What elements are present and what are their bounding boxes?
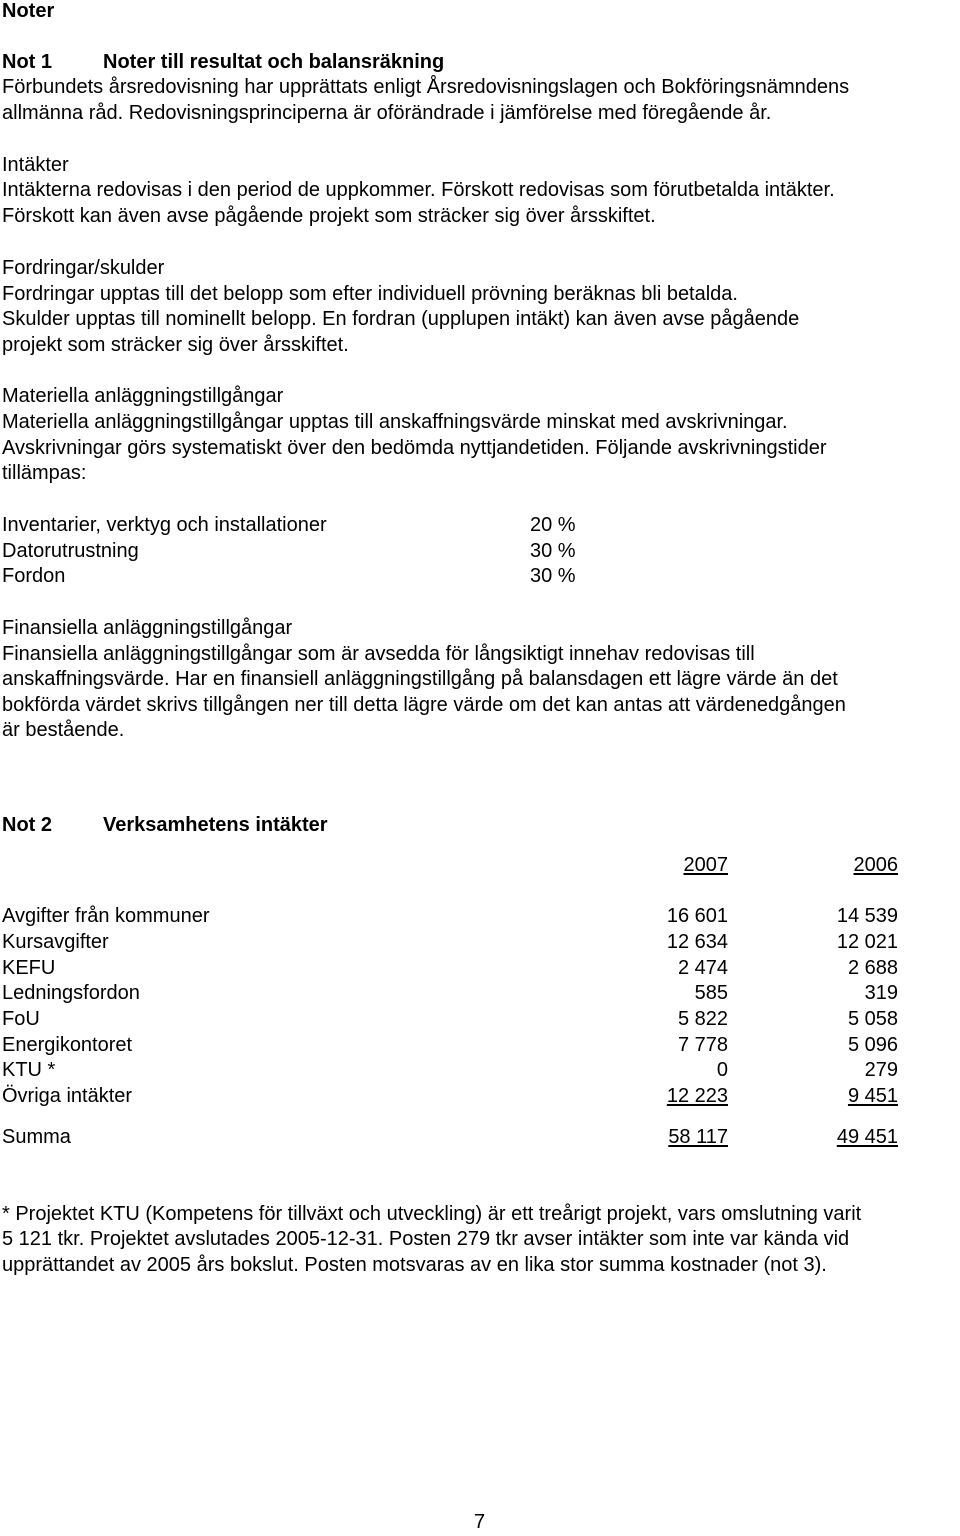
row-label: KEFU (2, 957, 56, 979)
cell-2007: 0 (716, 1059, 728, 1081)
cell-2006: 5 058 (847, 1008, 898, 1030)
text-line: allmänna råd. Redovisningsprinciperna är oförändrade i jämförelse med föregående år. (2, 102, 772, 124)
sum-label: Summa (2, 1126, 71, 1148)
text-line: anskaffningsvärde. Har en finansiell anläggningstillgång på balansdagen ett lägre värde än det (2, 668, 838, 690)
sum-2006: 49 451 (836, 1126, 898, 1148)
depreciation-rate: 20 % (530, 514, 576, 536)
text-line: är bestående. (2, 719, 125, 741)
note2-title: Verksamhetens intäkter (103, 814, 328, 836)
cell-2007: 2 474 (677, 957, 728, 979)
text-line: Avskrivningar görs systematiskt över den bedömda nyttjandetiden. Följande avskrivningstider (2, 437, 827, 459)
section-heading: Finansiella anläggningstillgångar (2, 617, 293, 639)
cell-2006: 12 021 (836, 931, 898, 953)
row-label: Energikontoret (2, 1034, 133, 1056)
footnote-line: 5 121 tkr. Projektet avslutades 2005-12-31. Posten 279 tkr avser intäkter som inte var kända vid (2, 1228, 850, 1250)
depreciation-item: Fordon (2, 565, 66, 587)
text-line: tillämpas: (2, 462, 87, 484)
text-line: Intäkterna redovisas i den period de uppkommer. Förskott redovisas som förutbetalda intäkter. (2, 179, 835, 201)
cell-2007: 585 (694, 982, 728, 1004)
section-heading: Fordringar/skulder (2, 257, 165, 279)
cell-2007: 5 822 (677, 1008, 728, 1030)
text-line: bokförda värdet skrivs tillgången ner till detta lägre värde om det kan antas att värdenedgången (2, 694, 846, 716)
section-heading: Materiella anläggningstillgångar (2, 385, 284, 407)
column-header-2006: 2006 (853, 854, 898, 876)
row-label: KTU * (2, 1059, 56, 1081)
cell-2007: 7 778 (677, 1034, 728, 1056)
depreciation-item: Datorutrustning (2, 540, 139, 562)
text-line: Fordringar upptas till det belopp som efter individuell prövning beräknas bli betalda. (2, 283, 738, 305)
depreciation-item: Inventarier, verktyg och installationer (2, 514, 327, 536)
text-line: Finansiella anläggningstillgångar som är avsedda för långsiktigt innehav redovisas till (2, 643, 755, 665)
depreciation-rate: 30 % (530, 565, 576, 587)
page-number: 7 (474, 1511, 486, 1533)
cell-2006: 5 096 (847, 1034, 898, 1056)
text-line: projekt som sträcker sig över årsskiftet. (2, 334, 349, 356)
cell-2007: 12 223 (666, 1085, 728, 1107)
page-title: Noter (2, 0, 55, 22)
cell-2006: 9 451 (847, 1085, 898, 1107)
column-header-2007: 2007 (683, 854, 728, 876)
text-line: Förskott kan även avse pågående projekt som sträcker sig över årsskiftet. (2, 205, 656, 227)
cell-2007: 12 634 (666, 931, 728, 953)
cell-2006: 2 688 (847, 957, 898, 979)
note1-number: Not 1 (2, 51, 52, 73)
text-line: Skulder upptas till nominellt belopp. En fordran (upplupen intäkt) kan även avse pågående (2, 308, 800, 330)
cell-2007: 16 601 (666, 905, 728, 927)
cell-2006: 14 539 (836, 905, 898, 927)
note2-number: Not 2 (2, 814, 52, 836)
text-line: Materiella anläggningstillgångar upptas till anskaffningsvärde minskat med avskrivningar. (2, 411, 788, 433)
footnote-line: * Projektet KTU (Kompetens för tillväxt och utveckling) är ett treårigt projekt, vars omslutning varit (2, 1203, 862, 1225)
note1-title: Noter till resultat och balansräkning (103, 51, 445, 73)
row-label: FoU (2, 1008, 40, 1030)
row-label: Kursavgifter (2, 931, 109, 953)
cell-2006: 279 (864, 1059, 898, 1081)
row-label: Övriga intäkter (2, 1085, 133, 1107)
footnote-line: upprättandet av 2005 års bokslut. Posten motsvaras av en lika stor summa kostnader (not 3). (2, 1254, 827, 1276)
cell-2006: 319 (864, 982, 898, 1004)
row-label: Ledningsfordon (2, 982, 140, 1004)
depreciation-rate: 30 % (530, 540, 576, 562)
text-line: Förbundets årsredovisning har upprättats enligt Årsredovisningslagen och Bokföringsnämndens (2, 76, 850, 98)
section-heading: Intäkter (2, 154, 69, 176)
row-label: Avgifter från kommuner (2, 905, 210, 927)
sum-2007: 58 117 (668, 1126, 728, 1148)
